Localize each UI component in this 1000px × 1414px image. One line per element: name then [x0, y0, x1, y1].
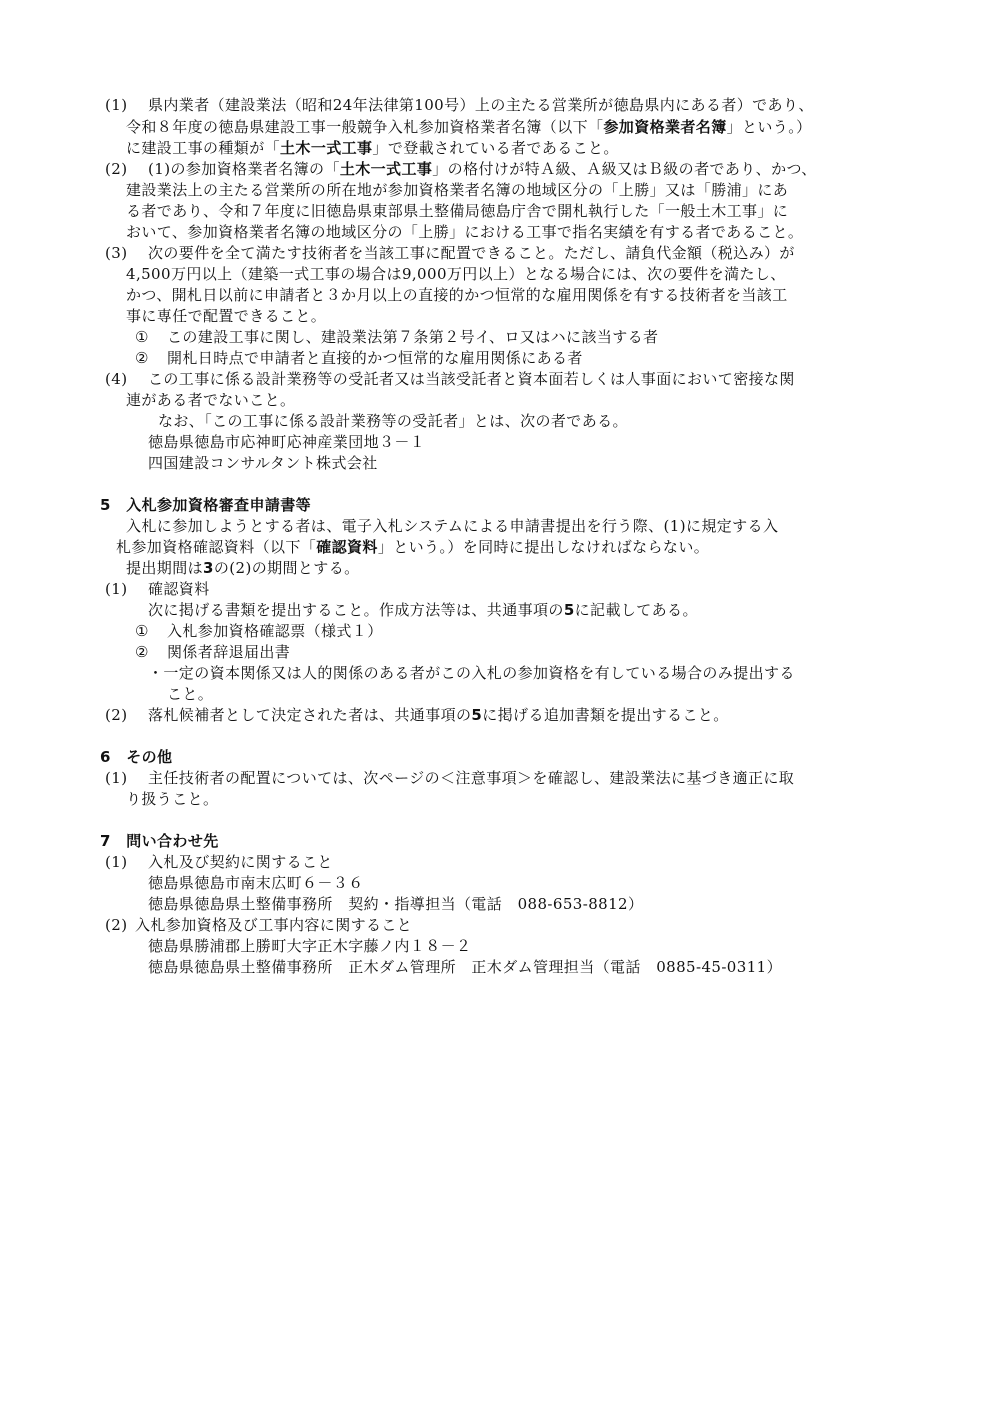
sub-item-number: ① — [135, 622, 149, 640]
sub-item-number: ② — [135, 349, 149, 367]
paragraph-line: 次に掲げる書類を提出すること。作成方法等は、共通事項の5に記載してある。 — [148, 601, 698, 619]
paragraph-line: り扱うこと。 — [126, 790, 219, 808]
item-number: (2) — [105, 706, 128, 724]
sub-item-number: ② — [135, 643, 149, 661]
paragraph-line: この工事に係る設計業務等の受託者又は当該受託者と資本面若しくは人事面において密接な関 — [148, 370, 795, 388]
bold-term: 確認資料 — [316, 538, 378, 556]
section-heading: 7 問い合わせ先 — [100, 832, 219, 850]
sub-item-text: この建設工事に関し、建設業法第７条第２号イ、ロ又はハに該当する者 — [167, 328, 659, 346]
contact-address: 徳島県徳島市南末広町６－３６ — [148, 874, 364, 892]
item-number: (1) — [105, 853, 128, 871]
bold-term: 土木一式工事 — [339, 160, 433, 178]
paragraph-line: 入札に参加しようとする者は、電子入札システムによる申請書提出を行う際、(1)に規定する入 — [126, 517, 779, 535]
paragraph-line: 提出期間は3の(2)の期間とする。 — [126, 559, 360, 577]
paragraph-line: 札参加資格確認資料（以下「確認資料」という。）を同時に提出しなければならない。 — [116, 538, 710, 556]
consultant-name: 四国建設コンサルタント株式会社 — [148, 454, 378, 472]
sub-item-text: 関係者辞退届出書 — [167, 643, 291, 661]
paragraph-line: (1)の参加資格業者名簿の「土木一式工事」の格付けが特Ａ級、Ａ級又はＢ級の者であり、かつ、 — [148, 160, 817, 178]
item-title: 入札及び契約に関すること — [148, 853, 333, 871]
contact-office: 徳島県徳島県土整備事務所 正木ダム管理所 正木ダム管理担当（電話 0885-45-0311） — [148, 958, 782, 976]
sub-item-text: 入札参加資格確認票（様式１） — [167, 622, 383, 640]
paragraph-line: 4,500万円以上（建築一式工事の場合は9,000万円以上）となる場合には、次の要件を満たし、 — [126, 265, 786, 283]
note-line: ・一定の資本関係又は人的関係のある者がこの入札の参加資格を有している場合のみ提出する — [148, 664, 795, 682]
paragraph-line: 令和８年度の徳島県建設工事一般競争入札参加資格業者名簿（以下「参加資格業者名簿」という。） — [126, 118, 812, 136]
paragraph-line: 建設業法上の主たる営業所の所在地が参加資格業者名簿の地域区分の「上勝」又は「勝浦」にあ — [126, 181, 789, 199]
paragraph-line: 連がある者でないこと。 — [126, 391, 296, 409]
item-number: (1) — [105, 769, 128, 787]
section-heading: 6 その他 — [100, 748, 173, 766]
item-number: (2) — [105, 160, 128, 178]
consultant-address: 徳島県徳島市応神町応神産業団地３－１ — [148, 433, 426, 451]
paragraph-line: 県内業者（建設業法（昭和24年法律第100号）上の主たる営業所が徳島県内にある者）であり、 — [148, 96, 814, 114]
note-line: こと。 — [167, 685, 214, 703]
contact-office: 徳島県徳島県土整備事務所 契約・指導担当（電話 088-653-8812） — [148, 895, 644, 913]
item-title: 確認資料 — [148, 580, 210, 598]
item-number: (4) — [105, 370, 128, 388]
sub-item-text: 開札日時点で申請者と直接的かつ恒常的な雇用関係にある者 — [167, 349, 583, 367]
item-number: (1) — [105, 96, 128, 114]
bold-term: 参加資格業者名簿 — [603, 118, 727, 136]
paragraph-line: 次の要件を全て満たす技術者を当該工事に配置できること。ただし、請負代金額（税込み）が — [148, 244, 795, 262]
paragraph-line: おいて、参加資格業者名簿の地域区分の「上勝」における工事で指名実績を有する者であること。 — [126, 223, 804, 241]
paragraph-line: 主任技術者の配置については、次ページの＜注意事項＞を確認し、建設業法に基づき適正に取 — [148, 769, 795, 787]
paragraph-line: に建設工事の種類が「土木一式工事」で登載されている者であること。 — [126, 139, 619, 157]
bold-term: 土木一式工事 — [280, 139, 373, 157]
contact-address: 徳島県勝浦郡上勝町大字正木字藤ノ内１８－２ — [148, 937, 472, 955]
sub-item-number: ① — [135, 328, 149, 346]
paragraph-line: 落札候補者として決定された者は、共通事項の5に掲げる追加書類を提出すること。 — [148, 706, 729, 724]
item-number: (2) — [105, 916, 128, 934]
paragraph-line: 事に専任で配置できること。 — [126, 307, 327, 325]
paragraph-line: なお、「この工事に係る設計業務等の受託者」とは、次の者である。 — [158, 412, 628, 430]
paragraph-line: る者であり、令和７年度に旧徳島県東部県土整備局徳島庁舎で開札執行した「一般土木工事」に — [126, 202, 789, 220]
item-number: (1) — [105, 580, 128, 598]
item-number: (3) — [105, 244, 128, 262]
section-heading: 5 入札参加資格審査申請書等 — [100, 496, 312, 514]
paragraph-line: かつ、開札日以前に申請者と３か月以上の直接的かつ恒常的な雇用関係を有する技術者を当該工 — [126, 286, 788, 304]
item-title: 入札参加資格及び工事内容に関すること — [135, 916, 413, 934]
